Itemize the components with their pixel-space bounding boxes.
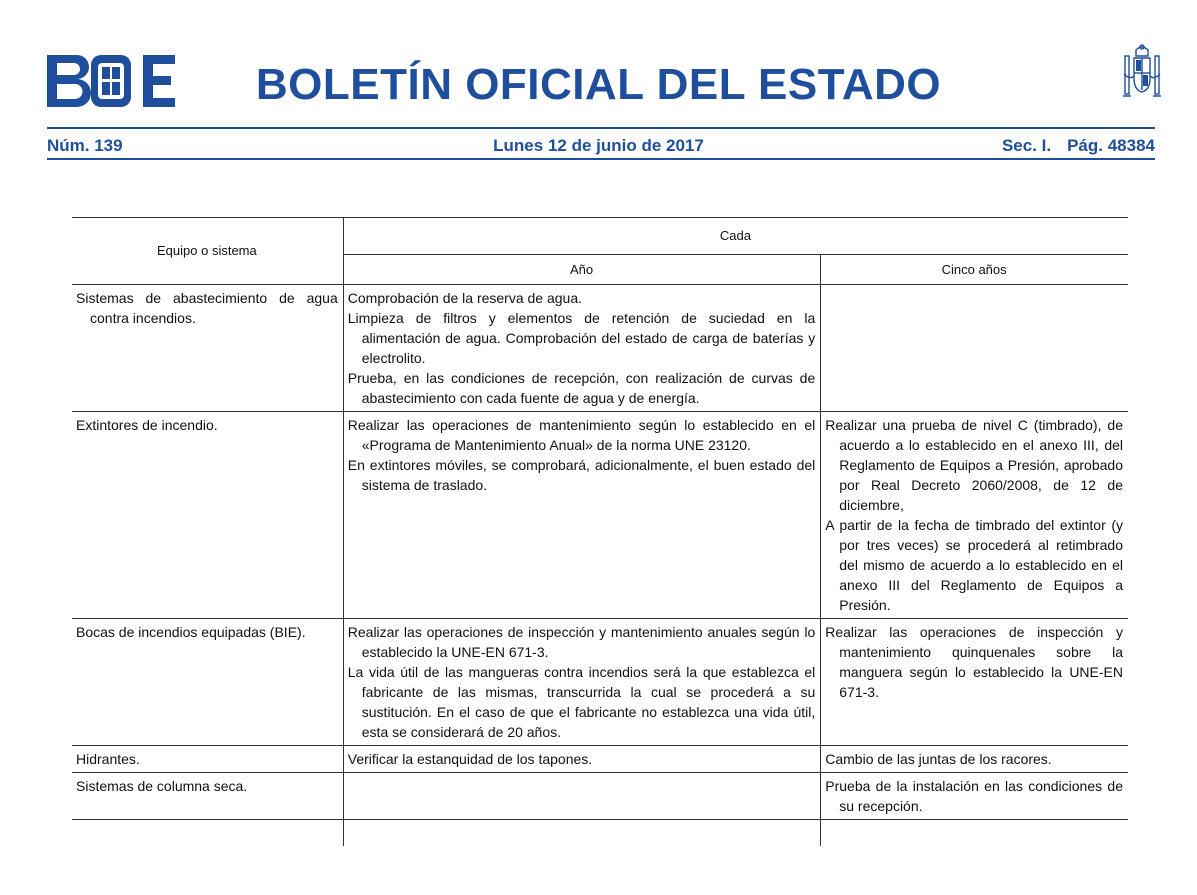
- col-header-every: Cada: [343, 218, 1128, 255]
- year-item: Comprobación de la reserva de agua.: [347, 290, 583, 306]
- equipment-cell: [72, 285, 343, 412]
- five-years-cell: [821, 412, 1128, 619]
- maintenance-table: [72, 217, 1128, 846]
- equipment-text: Hidrantes.: [76, 751, 140, 767]
- coat-of-arms-icon: [1122, 44, 1162, 114]
- year-cell: [343, 285, 820, 412]
- equipment-text: Bocas de incendios equipadas (BIE).: [76, 624, 306, 640]
- year-item: Realizar las operaciones de mantenimiento según lo establecido en el «Programa de Mantenimiento Anual» de la norma UNE 23120.: [347, 417, 816, 453]
- equipment-cell: [72, 820, 343, 847]
- five-years-cell: [821, 746, 1128, 773]
- equipment-cell: [72, 773, 343, 820]
- page-label: Pág. 48384: [1067, 136, 1155, 155]
- year-item: Limpieza de filtros y elementos de retención de suciedad en la alimentación de agua. Comprobación del estado de carga de baterías y electrolito.: [347, 310, 816, 366]
- year-cell: [343, 746, 820, 773]
- equipment-cell: [72, 619, 343, 746]
- issue-number: Núm. 139: [47, 136, 123, 155]
- table-row: [72, 285, 1128, 412]
- year-cell: [343, 619, 820, 746]
- equipment-cell: [72, 412, 343, 619]
- five-years-cell: [821, 773, 1128, 820]
- equipment-text: Sistemas de columna seca.: [76, 778, 248, 794]
- year-cell: [343, 412, 820, 619]
- year-cell: [343, 773, 820, 820]
- header-rule-top: [47, 127, 1155, 129]
- year-item: Realizar las operaciones de inspección y mantenimiento anuales según lo establecido la UNE-EN 671-3.: [347, 624, 816, 660]
- equipment-text: Extintores de incendio.: [76, 417, 218, 433]
- table-row: [72, 773, 1128, 820]
- five-years-item: Cambio de las juntas de los racores.: [825, 751, 1052, 767]
- table-row: [72, 412, 1128, 619]
- section-page: [1002, 136, 1155, 156]
- publication-title: BOLETÍN OFICIAL DEL ESTADO: [255, 60, 942, 109]
- year-item: Verificar la estanquidad de los tapones.: [347, 751, 593, 767]
- section-label: Sec. I.: [1001, 136, 1052, 155]
- year-item: En extintores móviles, se comprobará, adicionalmente, el buen estado del sistema de traslado.: [347, 457, 816, 493]
- five-years-item: Realizar las operaciones de inspección y mantenimiento quinquenales sobre la manguera según lo establecido la UNE-EN 671-3.: [825, 624, 1123, 700]
- five-years-item: Prueba de la instalación en las condiciones de su recepción.: [825, 778, 1123, 814]
- five-years-cell: [821, 285, 1128, 412]
- col-header-five-years: Cinco años: [821, 255, 1128, 285]
- five-years-cell: [821, 619, 1128, 746]
- col-header-year: Año: [343, 255, 820, 285]
- five-years-item: A partir de la fecha de timbrado del extintor (y por tres veces) se procederá al retimbrado del mismo de acuerdo a lo establecido en el anexo III del Reglamento de Equipos a Presión.: [825, 517, 1123, 613]
- col-header-equipment: Equipo o sistema: [72, 218, 343, 285]
- table-row: [72, 619, 1128, 746]
- table-row: [72, 820, 1128, 847]
- header-rule-bottom: [47, 158, 1155, 160]
- table-row: [72, 746, 1128, 773]
- equipment-text: Sistemas de abastecimiento de agua contra incendios.: [76, 290, 338, 326]
- five-years-cell: [821, 820, 1128, 847]
- year-item: La vida útil de las mangueras contra incendios será la que establezca el fabricante de las mismas, transcurrida la cual se procederá a su sustitución. En el caso de que el fabricante no establezca una vida útil, esta se considerará de 20 años.: [347, 664, 816, 740]
- year-cell: [343, 820, 820, 847]
- equipment-cell: [72, 746, 343, 773]
- five-years-item: Realizar una prueba de nivel C (timbrado), de acuerdo a lo establecido en el anexo III, del Reglamento de Equipos a Presión, aprobado por Real Decreto 2060/2008, de 12 de diciembre,: [825, 417, 1123, 513]
- issue-date: Lunes 12 de junio de 2017: [493, 136, 704, 155]
- year-item: Prueba, en las condiciones de recepción, con realización de curvas de abastecimiento con cada fuente de agua y de energía.: [347, 370, 816, 406]
